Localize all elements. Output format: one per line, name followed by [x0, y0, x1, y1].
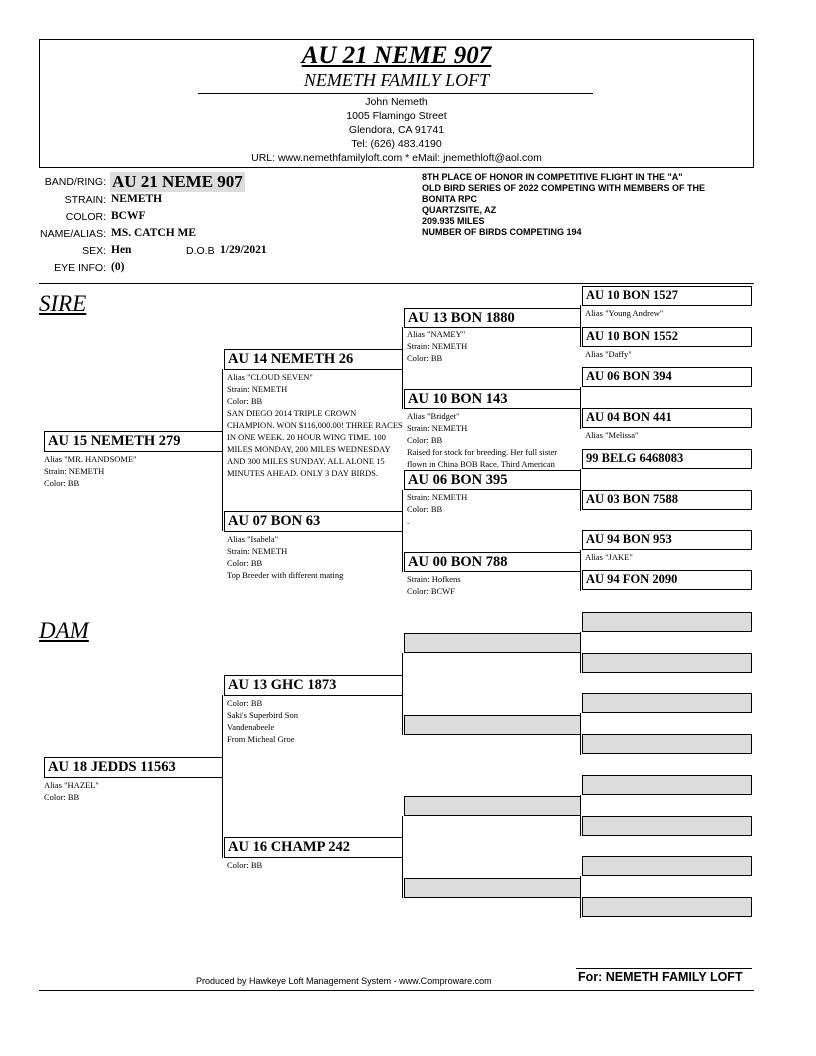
g3-2-alias: Alias "Bridget"	[407, 411, 460, 421]
alias-value: MS. CATCH ME	[111, 227, 197, 239]
g3-box-3: AU 06 BON 395	[404, 470, 581, 490]
g3-bracket-4	[580, 550, 581, 591]
sire-heading: SIRE	[39, 291, 87, 316]
g4-box-4: AU 04 BON 441	[582, 408, 752, 428]
footer-for: For: NEMETH FAMILY LOFT	[578, 970, 743, 984]
header-box	[39, 39, 754, 168]
g4-box-1: AU 10 BON 1527	[582, 286, 752, 306]
dam-dam-bracket	[402, 816, 403, 898]
dam-sire-bracket	[402, 653, 403, 735]
owner-tel: Tel: (626) 483.4190	[351, 138, 442, 150]
sex-value: Hen	[111, 244, 132, 256]
sire-dam-info	[227, 533, 343, 581]
g4-alias-7: Alias "JAKE"	[585, 552, 633, 562]
g3-3-color: Color: BB	[407, 504, 443, 514]
sire-dam-color: Color: BB	[227, 558, 263, 568]
sex-label: SEX:	[82, 245, 106, 257]
sire-sire-notes: SAN DIEGO 2014 TRIPLE CROWN CHAMPION. WON $116,000.00! THREE RACES IN ONE WEEK. 20 HOUR WING TIME. 100 MILES MONDAY, 200 MILES WEDNESDAY AND 300 MILES SUNDAY. ALL ALONE 15 MINUTES AHEAD. ONLY 3 DAY BIRDS.	[227, 408, 403, 478]
g4-empty-box-2	[582, 653, 752, 673]
owner-name: John Nemeth	[365, 96, 428, 108]
band-value: AU 21 NEME 907	[112, 172, 243, 191]
g3-2-color: Color: BB	[407, 435, 443, 445]
sire-sire-strain: Strain: NEMETH	[227, 384, 288, 394]
g3-info-4	[407, 573, 461, 597]
dam-bracket	[222, 695, 223, 858]
g4-empty-box-5	[582, 775, 752, 795]
sire-dam-band-box: AU 07 BON 63	[224, 511, 403, 532]
g4-alias-2: Alias "Daffy"	[585, 349, 632, 359]
race-note-2: OLD BIRD SERIES OF 2022 COMPETING WITH MEMBERS OF THE	[422, 183, 706, 193]
g3-empty-box-2	[404, 715, 581, 735]
g4-alias-1: Alias "Young Andrew"	[585, 308, 664, 318]
g4-empty-box-1	[582, 612, 752, 632]
eye-label: EYE INFO:	[54, 262, 106, 274]
g4-empty-box-8	[582, 897, 752, 917]
info-divider	[39, 283, 754, 284]
g3-empty-bracket-3	[580, 795, 581, 836]
g4-empty-box-3	[582, 693, 752, 713]
sire-strain: Strain: NEMETH	[44, 466, 105, 476]
g3-empty-bracket-4	[580, 876, 581, 918]
g3-box-2: AU 10 BON 143	[404, 389, 581, 409]
g3-info-2	[407, 410, 579, 470]
g3-2-note-1: Raised for stock for breeding. Her full sister	[407, 447, 558, 457]
g4-empty-box-7	[582, 856, 752, 876]
header-divider	[198, 93, 593, 94]
alias-label: NAME/ALIAS:	[40, 228, 106, 240]
g3-box-1: AU 13 BON 1880	[404, 308, 581, 328]
owner-contact: URL: www.nemethfamilyloft.com * eMail: jnemethloft@aol.com	[251, 152, 542, 164]
g3-empty-bracket-2	[580, 713, 581, 755]
color-value: BCWF	[111, 210, 146, 222]
dam-sire-note-3: From Micheal Groe	[227, 734, 295, 744]
sire-dam-bracket	[402, 490, 403, 572]
g3-1-color: Color: BB	[407, 353, 443, 363]
sire-sire-info	[227, 371, 403, 479]
sire-dam-strain: Strain: NEMETH	[227, 546, 288, 556]
dam-sire-note-1: Saki's Superbird Son	[227, 710, 298, 720]
g3-box-4: AU 00 BON 788	[404, 552, 581, 572]
g4-alias-4: Alias "Melissa"	[585, 430, 639, 440]
dam-alias: Alias "HAZEL"	[44, 780, 99, 790]
g3-bracket-2	[580, 387, 581, 429]
g4-empty-box-4	[582, 734, 752, 754]
g3-1-alias: Alias "NAMEY"	[407, 329, 466, 339]
dob-value: 1/29/2021	[220, 244, 267, 256]
dam-info	[44, 779, 99, 803]
g3-4-color: Color: BCWF	[407, 586, 455, 596]
produced-by: Produced by Hawkeye Loft Management System - www.Comproware.com	[196, 976, 492, 986]
g3-info-1	[407, 328, 467, 364]
sire-sire-band-box: AU 14 NEMETH 26	[224, 349, 403, 370]
signature-line	[576, 968, 752, 969]
sire-dam-notes: Top Breeder with different mating	[227, 570, 344, 580]
strain-label: STRAIN:	[64, 194, 106, 206]
race-note-5: 209.935 MILES	[422, 216, 485, 226]
g4-box-5: 99 BELG 6468083	[582, 449, 752, 469]
dam-dam-info: Color: BB	[227, 860, 263, 870]
g3-empty-box-3	[404, 796, 581, 816]
g3-2-note-2: flown in China BOB Race. Third American	[407, 459, 555, 469]
sire-color: Color: BB	[44, 478, 80, 488]
loft-title: NEMETH FAMILY LOFT	[303, 70, 490, 90]
g4-box-7: AU 94 BON 953	[582, 530, 752, 550]
page-title: AU 21 NEME 907	[301, 42, 492, 69]
g4-empty-box-6	[582, 816, 752, 836]
g4-box-2: AU 10 BON 1552	[582, 327, 752, 347]
race-note-6: NUMBER OF BIRDS COMPETING 194	[422, 227, 582, 237]
sire-info	[44, 453, 137, 489]
g4-box-6: AU 03 BON 7588	[582, 490, 752, 510]
dob-label: D.O.B	[186, 245, 215, 257]
g3-4-strain: Strain: Hofkens	[407, 574, 461, 584]
dam-sire-band-box: AU 13 GHC 1873	[224, 675, 403, 696]
g3-info-3	[407, 491, 467, 527]
dam-dam-band-box: AU 16 CHAMP 242	[224, 837, 403, 858]
sire-sire-bracket	[402, 327, 403, 409]
dam-heading: DAM	[39, 618, 89, 643]
g3-2-strain: Strain: NEMETH	[407, 423, 468, 433]
strain-value: NEMETH	[111, 193, 163, 205]
color-label: COLOR:	[65, 211, 106, 223]
race-note-4: QUARTZSITE, AZ	[422, 205, 497, 215]
race-note-3: BONITA RPC	[422, 194, 477, 204]
owner-street: 1005 Flamingo Street	[346, 110, 447, 122]
g3-3-dot: .	[407, 516, 410, 526]
g3-bracket-1	[580, 305, 581, 347]
g3-empty-box-1	[404, 633, 581, 653]
sire-dam-alias: Alias "Isabela"	[227, 534, 279, 544]
g3-empty-bracket-1	[580, 632, 581, 673]
g3-3-strain: Strain: NEMETH	[407, 492, 468, 502]
sire-bracket	[222, 369, 223, 531]
dam-sire-color: Color: BB	[227, 698, 263, 708]
sire-alias: Alias "MR. HANDSOME"	[44, 454, 137, 464]
g3-bracket-3	[580, 469, 581, 511]
dam-sire-info	[227, 697, 298, 745]
dam-band-box: AU 18 JEDDS 11563	[44, 757, 223, 778]
dam-sire-note-2: Vandenabeele	[227, 722, 275, 732]
owner-city: Glendora, CA 91741	[348, 124, 445, 136]
dam-color: Color: BB	[44, 792, 80, 802]
sire-sire-color: Color: BB	[227, 396, 263, 406]
g3-empty-box-4	[404, 878, 581, 898]
sire-sire-alias: Alias "CLOUD SEVEN"	[227, 372, 313, 382]
sire-band-box: AU 15 NEMETH 279	[44, 431, 223, 452]
footer-divider	[39, 990, 754, 991]
g4-box-3: AU 06 BON 394	[582, 367, 752, 387]
g4-box-8: AU 94 FON 2090	[582, 570, 752, 590]
race-note-1: 8TH PLACE OF HONOR IN COMPETITIVE FLIGHT IN THE "A"	[422, 172, 683, 182]
g3-1-strain: Strain: NEMETH	[407, 341, 468, 351]
band-label: BAND/RING:	[44, 176, 106, 188]
eye-value: (0)	[111, 261, 125, 273]
